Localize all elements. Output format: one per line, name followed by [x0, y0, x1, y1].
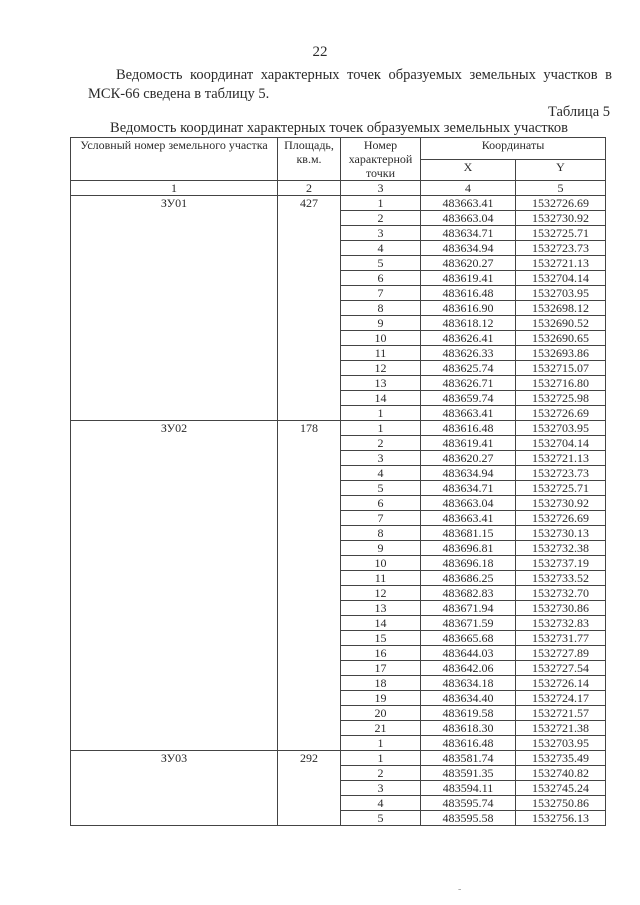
point-number: 11: [341, 571, 421, 586]
point-number: 16: [341, 646, 421, 661]
coord-y: 1532732.38: [516, 541, 606, 556]
column-number: 4: [421, 181, 516, 196]
coord-y: 1532727.54: [516, 661, 606, 676]
point-number: 14: [341, 616, 421, 631]
point-number: 2: [341, 211, 421, 226]
coord-y: 1532721.57: [516, 706, 606, 721]
coord-x: 483671.94: [421, 601, 516, 616]
coord-x: 483626.41: [421, 331, 516, 346]
coord-y: 1532698.12: [516, 301, 606, 316]
coord-x: 483634.40: [421, 691, 516, 706]
column-number: 3: [341, 181, 421, 196]
point-number: 4: [341, 466, 421, 481]
coord-y: 1532726.69: [516, 406, 606, 421]
parcel-id: ЗУ01: [71, 196, 278, 421]
coord-x: 483594.11: [421, 781, 516, 796]
table-row: [71, 751, 606, 766]
coord-x: 483642.06: [421, 661, 516, 676]
coord-x: 483619.41: [421, 271, 516, 286]
coord-y: 1532750.86: [516, 796, 606, 811]
coord-y: 1532730.13: [516, 526, 606, 541]
coord-y: 1532735.49: [516, 751, 606, 766]
coord-y: 1532730.86: [516, 601, 606, 616]
parcel-id: ЗУ03: [71, 751, 278, 826]
coord-y: 1532693.86: [516, 346, 606, 361]
coord-y: 1532733.52: [516, 571, 606, 586]
column-number: 2: [278, 181, 341, 196]
coord-y: 1532721.13: [516, 256, 606, 271]
point-number: 6: [341, 271, 421, 286]
coord-x: 483634.71: [421, 226, 516, 241]
point-number: 7: [341, 511, 421, 526]
coord-x: 483595.58: [421, 811, 516, 826]
point-number: 2: [341, 766, 421, 781]
coord-y: 1532726.69: [516, 511, 606, 526]
coord-y: 1532690.52: [516, 316, 606, 331]
coord-x: 483616.48: [421, 736, 516, 751]
coord-y: 1532727.89: [516, 646, 606, 661]
coord-y: 1532703.95: [516, 421, 606, 436]
coord-x: 483616.90: [421, 301, 516, 316]
coord-x: 483619.58: [421, 706, 516, 721]
coord-x: 483663.04: [421, 211, 516, 226]
table-row: [71, 421, 606, 436]
coord-x: 483616.48: [421, 421, 516, 436]
header-coords: Координаты: [421, 138, 606, 160]
point-number: 12: [341, 361, 421, 376]
coord-y: 1532740.82: [516, 766, 606, 781]
coord-y: 1532756.13: [516, 811, 606, 826]
coord-x: 483634.18: [421, 676, 516, 691]
point-number: 19: [341, 691, 421, 706]
point-number: 10: [341, 331, 421, 346]
coord-y: 1532745.24: [516, 781, 606, 796]
parcel-id: ЗУ02: [71, 421, 278, 751]
page-number: 22: [312, 44, 328, 60]
point-number: 3: [341, 226, 421, 241]
parcel-area: 427: [278, 196, 341, 421]
header-area: Площадь, кв.м.: [278, 138, 341, 181]
point-number: 13: [341, 601, 421, 616]
coord-y: 1532690.65: [516, 331, 606, 346]
column-number: 1: [71, 181, 278, 196]
point-number: 3: [341, 451, 421, 466]
coord-y: 1532723.73: [516, 241, 606, 256]
point-number: 3: [341, 781, 421, 796]
point-number: 2: [341, 436, 421, 451]
coord-x: 483681.15: [421, 526, 516, 541]
parcel-area: 178: [278, 421, 341, 751]
intro-paragraph: Ведомость координат характерных точек образуемых земельных участков в МСК-66 сведена в таблицу 5.: [88, 67, 612, 102]
coord-x: 483663.04: [421, 496, 516, 511]
table-title: Ведомость координат характерных точек образуемых земельных участков: [110, 120, 568, 136]
coord-x: 483671.59: [421, 616, 516, 631]
coord-x: 483663.41: [421, 196, 516, 211]
coord-y: 1532726.69: [516, 196, 606, 211]
coord-x: 483634.94: [421, 241, 516, 256]
coord-x: 483659.74: [421, 391, 516, 406]
point-number: 12: [341, 586, 421, 601]
coord-y: 1532724.17: [516, 691, 606, 706]
coord-x: 483626.33: [421, 346, 516, 361]
point-number: 5: [341, 811, 421, 826]
coord-y: 1532715.07: [516, 361, 606, 376]
coord-y: 1532737.19: [516, 556, 606, 571]
point-number: 1: [341, 736, 421, 751]
point-number: 5: [341, 256, 421, 271]
point-number: 9: [341, 316, 421, 331]
header-y: Y: [516, 159, 606, 181]
coord-x: 483620.27: [421, 256, 516, 271]
coord-x: 483619.41: [421, 436, 516, 451]
coord-x: 483634.71: [421, 481, 516, 496]
coord-y: 1532730.92: [516, 211, 606, 226]
coord-y: 1532723.73: [516, 466, 606, 481]
coord-x: 483682.83: [421, 586, 516, 601]
coord-x: 483626.71: [421, 376, 516, 391]
table-body: [71, 196, 606, 826]
point-number: 7: [341, 286, 421, 301]
parcel-area: 292: [278, 751, 341, 826]
point-number: 1: [341, 196, 421, 211]
point-number: 14: [341, 391, 421, 406]
point-number: 4: [341, 796, 421, 811]
coord-x: 483665.68: [421, 631, 516, 646]
coord-x: 483591.35: [421, 766, 516, 781]
point-number: 1: [341, 421, 421, 436]
point-number: 1: [341, 751, 421, 766]
coordinates-table: [70, 137, 606, 826]
coord-x: 483686.25: [421, 571, 516, 586]
point-number: 17: [341, 661, 421, 676]
coord-y: 1532732.83: [516, 616, 606, 631]
table-row: [71, 196, 606, 211]
coord-y: 1532732.70: [516, 586, 606, 601]
coord-y: 1532731.77: [516, 631, 606, 646]
coord-x: 483644.03: [421, 646, 516, 661]
table-label: Таблица 5: [547, 104, 610, 120]
coord-x: 483625.74: [421, 361, 516, 376]
header-point: Номер характерной точки: [341, 138, 421, 181]
header-x: X: [421, 159, 516, 181]
point-number: 1: [341, 406, 421, 421]
coord-x: 483663.41: [421, 406, 516, 421]
point-number: 18: [341, 676, 421, 691]
point-number: 10: [341, 556, 421, 571]
point-number: 4: [341, 241, 421, 256]
point-number: 5: [341, 481, 421, 496]
coord-x: 483663.41: [421, 511, 516, 526]
coord-y: 1532726.14: [516, 676, 606, 691]
point-number: 21: [341, 721, 421, 736]
point-number: 6: [341, 496, 421, 511]
point-number: 13: [341, 376, 421, 391]
coord-x: 483618.30: [421, 721, 516, 736]
footer-mark: -: [458, 884, 462, 895]
coord-y: 1532704.14: [516, 271, 606, 286]
coord-x: 483618.12: [421, 316, 516, 331]
coord-x: 483581.74: [421, 751, 516, 766]
point-number: 11: [341, 346, 421, 361]
point-number: 15: [341, 631, 421, 646]
coord-y: 1532716.80: [516, 376, 606, 391]
point-number: 9: [341, 541, 421, 556]
coord-y: 1532703.95: [516, 286, 606, 301]
coord-y: 1532721.13: [516, 451, 606, 466]
coord-y: 1532721.38: [516, 721, 606, 736]
coord-x: 483620.27: [421, 451, 516, 466]
coord-y: 1532725.71: [516, 226, 606, 241]
coord-x: 483634.94: [421, 466, 516, 481]
coord-x: 483595.74: [421, 796, 516, 811]
header-parcel: Условный номер земельного участка: [71, 138, 278, 181]
point-number: 8: [341, 526, 421, 541]
coord-y: 1532703.95: [516, 736, 606, 751]
coord-x: 483616.48: [421, 286, 516, 301]
coord-y: 1532725.71: [516, 481, 606, 496]
coord-y: 1532730.92: [516, 496, 606, 511]
coord-y: 1532725.98: [516, 391, 606, 406]
coord-x: 483696.18: [421, 556, 516, 571]
point-number: 8: [341, 301, 421, 316]
coord-x: 483696.81: [421, 541, 516, 556]
coord-y: 1532704.14: [516, 436, 606, 451]
column-number: 5: [516, 181, 606, 196]
point-number: 20: [341, 706, 421, 721]
